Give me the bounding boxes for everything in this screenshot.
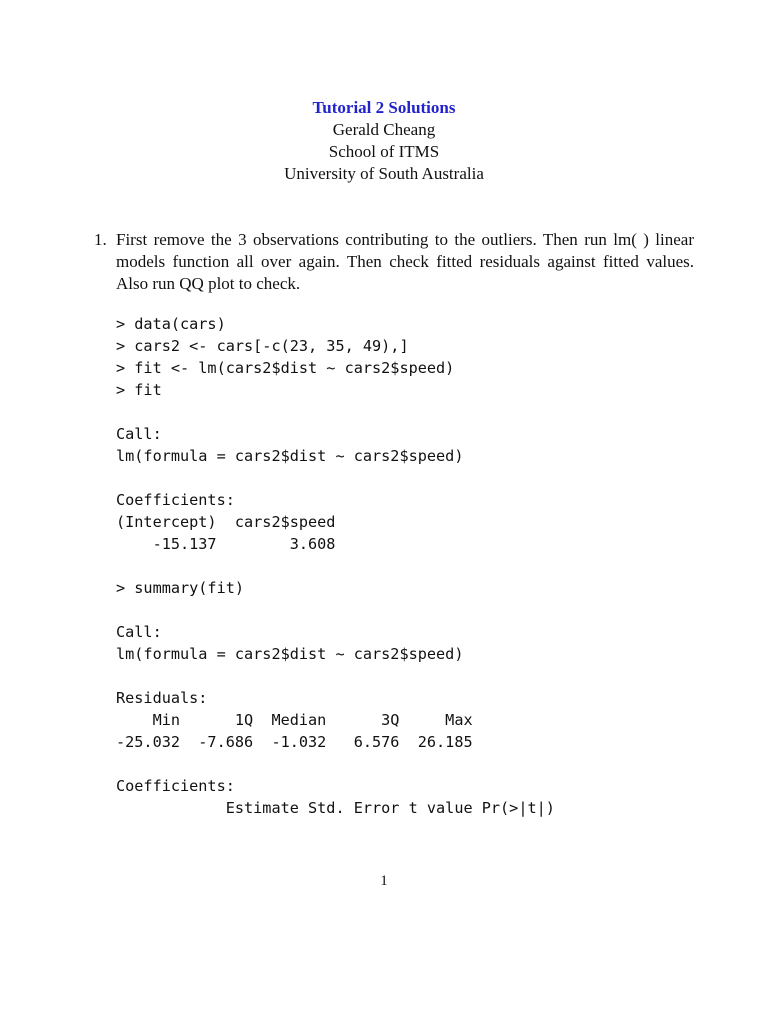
department-name: School of ITMS — [328, 142, 440, 161]
document-header — [0, 97, 768, 185]
page-number: 1 — [380, 873, 388, 889]
code-line: -25.032 -7.686 -1.032 6.576 26.185 — [116, 733, 473, 751]
question-item — [94, 229, 694, 295]
code-line: Min 1Q Median 3Q Max — [116, 711, 473, 729]
code-line: Estimate Std. Error t value Pr(>|t|) — [116, 799, 555, 817]
code-line: > data(cars) — [116, 315, 226, 333]
code-line: -15.137 3.608 — [116, 535, 336, 553]
code-line: > fit <- lm(cars2$dist ~ cars2$speed) — [116, 359, 455, 377]
author-name: Gerald Cheang — [332, 120, 436, 139]
code-line: > summary(fit) — [116, 579, 245, 597]
document-title: Tutorial 2 Solutions — [312, 98, 456, 117]
code-line: > cars2 <- cars[-c(23, 35, 49),] — [116, 337, 409, 355]
code-line: Coefficients: — [116, 777, 235, 795]
code-line: > fit — [116, 381, 162, 399]
code-line: Coefficients: — [116, 491, 235, 509]
code-line: lm(formula = cars2$dist ~ cars2$speed) — [116, 645, 464, 663]
code-line: Residuals: — [116, 689, 208, 707]
code-line: Call: — [116, 425, 162, 443]
code-line: Call: — [116, 623, 162, 641]
question-text: First remove the 3 observations contributing to the outliers. Then run lm( ) linear models function all over again. Then check fitted residuals against fitted values. Also run QQ plot to check. — [116, 230, 694, 293]
r-code-block — [116, 313, 555, 819]
university-name: University of South Australia — [284, 164, 484, 183]
question-number: 1. — [94, 230, 107, 249]
code-line: (Intercept) cars2$speed — [116, 513, 336, 531]
code-line: lm(formula = cars2$dist ~ cars2$speed) — [116, 447, 464, 465]
